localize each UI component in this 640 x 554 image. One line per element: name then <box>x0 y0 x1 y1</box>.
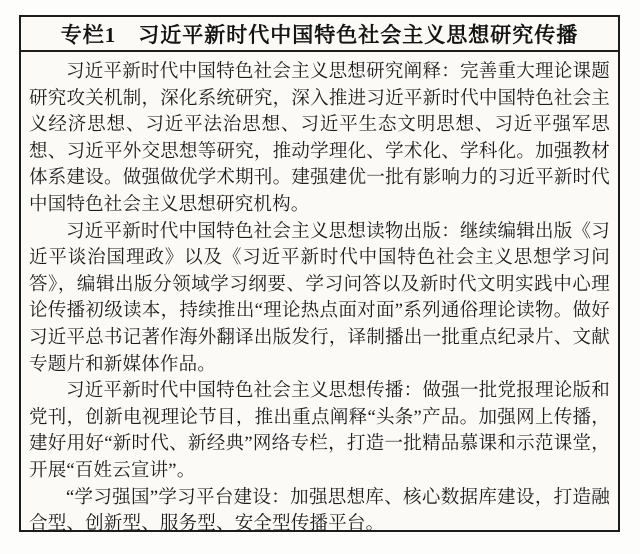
paragraph-research-interpretation: 习近平新时代中国特色社会主义思想研究阐释：完善重大理论课题研究攻关机制，深化系统研究，深入推进习近平新时代中国特色社会主义经济思想、习近平法治思想、习近平生态文明思想、习近平强军思想、习近平外交思想等研究，推动学理化、学术化、学科化。加强教材体系建设。做强做优学术期刊。建强建优一批有影响力的习近平新时代中国特色社会主义思想研究机构。 <box>29 62 610 215</box>
paragraph-xuexi-qiangguo-platform: “学习强国”学习平台建设：加强思想库、核心数据库建设，打造融合型、创新型、服务型、安全型传播平台。 <box>29 487 610 535</box>
paragraph-publications: 习近平新时代中国特色社会主义思想读物出版：继续编辑出版《习近平谈治国理政》以及《习近平新时代中国特色社会主义思想学习问答》，编辑出版分领域学习纲要、学习问答以及新时代文明实践中心理论传播初级读本，持续推出“理论热点面对面”系列通俗理论读物。做好习近平总书记著作海外翻译出版发行，译制播出一批重点纪录片、文献专题片和新媒体作品。 <box>29 221 610 375</box>
paragraph-dissemination: 习近平新时代中国特色社会主义思想传播：做强一批党报理论版和党刊，创新电视理论节目，推出重点阐释“头条”产品。加强网上传播，建好用好“新时代、新经典”网络专栏，打造一批精品慕课和示范课堂，开展“百姓云宣讲”。 <box>29 381 610 481</box>
column-body <box>21 52 618 538</box>
column-title: 专栏1 习近平新时代中国特色社会主义思想研究传播 <box>21 17 618 52</box>
column-box <box>19 15 620 535</box>
